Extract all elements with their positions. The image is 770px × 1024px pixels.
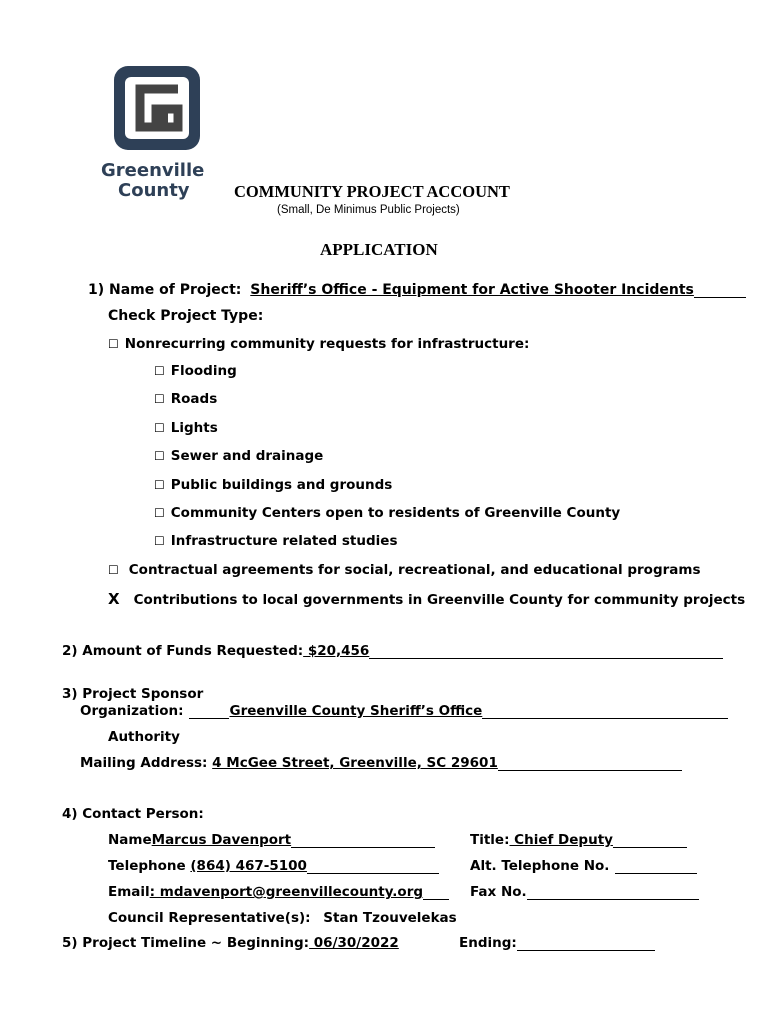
amount-label: 2) Amount of Funds Requested: [62,643,304,659]
doc-heading: APPLICATION [320,240,438,259]
contractual-checkbox[interactable]: ☐ [108,563,119,577]
fax-label: Fax No. [470,884,527,900]
name-label: Name [108,832,152,848]
telephone-value[interactable]: (864) 467-5100 [190,858,307,874]
mailing-blank [498,756,682,771]
checkbox-label: Flooding [170,363,237,379]
checkbox-item [154,420,218,436]
mailing-value[interactable]: 4 McGee Street, Greenville, SC 29601 [212,755,498,771]
contributions-label: Contributions to local governments in Greenville County for community projects [133,592,746,608]
email-label: Email [108,884,150,900]
checkbox-label: Infrastructure related studies [170,533,398,549]
project-name-label: 1) Name of Project: [88,282,242,298]
council-label: Council Representative(s): [108,910,311,926]
checkbox-label: Sewer and drainage [170,448,324,464]
checkbox-label: Lights [170,420,218,436]
doc-subtitle: (Small, De Minimus Public Projects) [277,204,460,216]
title-label: Title: [470,832,510,848]
title-value[interactable]: Chief Deputy [509,832,613,848]
check-type-label: Check Project Type: [108,308,264,324]
email-value[interactable]: : mdavenport@greenvillecounty.org [149,884,424,900]
name-blank [291,833,435,848]
council-value[interactable]: Stan Tzouvelekas [323,910,457,926]
checkbox[interactable]: ☐ [154,506,165,520]
checkbox-item [154,363,237,379]
logo-line1: Greenville [101,160,205,181]
checkbox-item [154,391,217,407]
checkbox[interactable]: ☐ [154,421,165,435]
doc-title: COMMUNITY PROJECT ACCOUNT [234,182,510,201]
checkbox-item [154,477,392,493]
contractual-label: Contractual agreements for social, recreational, and educational programs [128,562,701,578]
mailing-row [80,755,682,771]
logo-line2: County [118,180,190,201]
checkbox[interactable]: ☐ [154,449,165,463]
checkbox[interactable]: ☐ [154,364,165,378]
mailing-label: Mailing Address: [80,755,208,771]
ending-row [459,935,655,951]
alt-telephone-label: Alt. Telephone No. [470,858,610,874]
g-logo-icon [100,62,218,202]
title-blank [613,833,687,848]
fax-blank[interactable] [527,885,699,900]
organization-value[interactable]: Greenville County Sheriff’s Office [229,703,483,719]
alt-telephone-row [470,858,697,874]
name-value[interactable]: Marcus Davenport [151,832,292,848]
checkbox-item [154,533,397,549]
greenville-county-logo [100,62,218,202]
name-row [108,832,435,848]
organization-label: Organization: [80,703,184,719]
ending-label: Ending: [459,935,517,951]
email-blank [423,885,449,900]
checkbox[interactable]: ☐ [154,534,165,548]
checkbox-label: Community Centers open to residents of Greenville County [170,505,621,521]
amount-blank [369,644,723,659]
email-row [108,884,449,900]
checkbox-item [154,505,620,521]
sponsor-label: 3) Project Sponsor [62,686,204,702]
amount-value[interactable]: $20,456 [303,643,370,659]
organization-row [80,703,728,719]
amount-row [62,643,723,659]
project-name-row [88,282,746,298]
telephone-blank [307,859,439,874]
contributions-mark[interactable]: X [108,590,120,608]
telephone-row [108,858,439,874]
checkbox-item [154,448,323,464]
telephone-label: Telephone [108,858,186,874]
checkbox[interactable]: ☐ [154,478,165,492]
project-name-blank [694,283,746,298]
checkbox-label: Public buildings and grounds [170,477,393,493]
ending-blank[interactable] [517,936,655,951]
organization-blank-pre [189,704,229,719]
timeline-row [62,935,399,951]
infra-row [108,336,529,352]
contributions-row [108,590,745,608]
checkbox-label: Roads [170,391,218,407]
alt-telephone-blank[interactable] [615,859,697,874]
project-name-value[interactable]: Sheriff’s Office - Equipment for Active Shooter Incidents [250,282,694,298]
checkbox[interactable]: ☐ [154,392,165,406]
contact-label: 4) Contact Person: [62,806,204,822]
timeline-begin-value[interactable]: 06/30/2022 [309,935,399,951]
timeline-label: 5) Project Timeline ~ Beginning: [62,935,310,951]
contractual-row [108,562,701,578]
fax-row [470,884,699,900]
authority-label: Authority [108,729,180,745]
council-row [108,910,457,926]
organization-blank-post [482,704,728,719]
title-row [470,832,687,848]
infra-label: Nonrecurring community requests for infrastructure: [124,336,530,352]
infra-checkbox[interactable]: ☐ [108,337,119,351]
